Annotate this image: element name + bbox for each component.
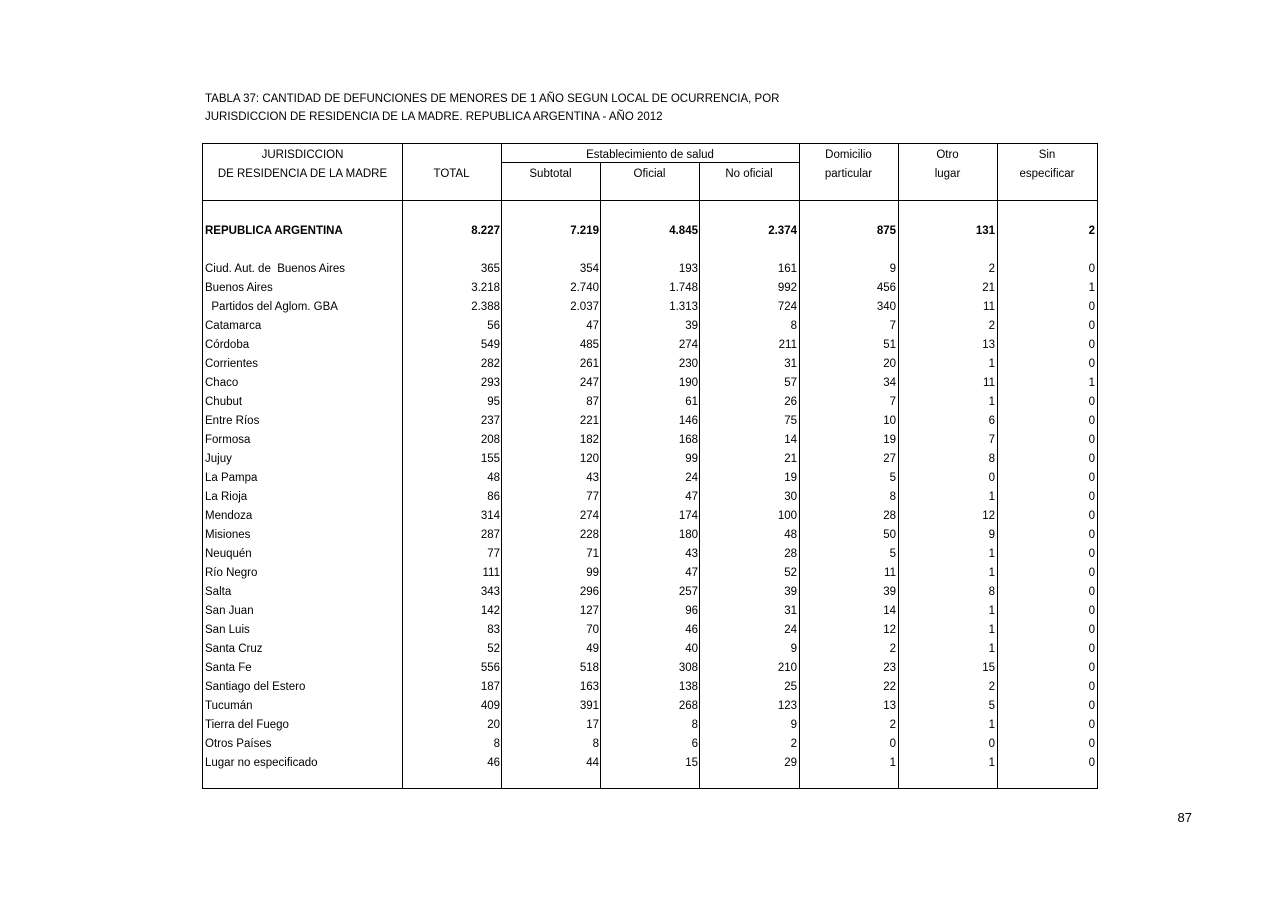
table-row-cell: 43 xyxy=(685,548,698,560)
table-row-cell: 193 xyxy=(678,263,698,275)
header-otro-1: Otro xyxy=(936,149,959,161)
table-row-cell: 7 xyxy=(889,320,896,332)
table-row-cell: 1.748 xyxy=(669,282,698,294)
table-row-cell: 39 xyxy=(685,320,698,332)
table-row-cell: 180 xyxy=(678,529,698,541)
table-row-cell: 0 xyxy=(1088,548,1095,560)
table-row-label: Santa Cruz xyxy=(205,643,263,655)
table-row-cell: 8 xyxy=(889,491,896,503)
total-row-cell: 4.845 xyxy=(669,225,698,237)
header-otro-2: lugar xyxy=(934,168,961,180)
table-row-cell: 0 xyxy=(1088,662,1095,674)
table-row-cell: 21 xyxy=(784,453,797,465)
table-row-cell: 8 xyxy=(691,719,698,731)
table-row-cell: 20 xyxy=(883,358,896,370)
table-row-cell: 168 xyxy=(678,434,698,446)
total-row-cell: 131 xyxy=(975,225,995,237)
table-row-cell: 142 xyxy=(480,605,500,617)
table-row-label: Jujuy xyxy=(205,453,232,465)
table-row-cell: 50 xyxy=(883,529,896,541)
table-row-cell: 0 xyxy=(988,472,995,484)
table-title xyxy=(205,90,779,126)
table-row-cell: 34 xyxy=(883,377,896,389)
table-row-cell: 174 xyxy=(678,510,698,522)
table-row-cell: 15 xyxy=(982,662,995,674)
table-row-cell: 237 xyxy=(480,415,500,427)
table-row-cell: 314 xyxy=(480,510,500,522)
table-row-cell: 1 xyxy=(1088,282,1095,294)
header-jurisdiccion-1: JURISDICCION xyxy=(261,149,344,161)
table-row-cell: 22 xyxy=(883,681,896,693)
table-row-label: Tucumán xyxy=(205,700,253,712)
table-row-cell: 1 xyxy=(988,567,995,579)
table-row-cell: 1 xyxy=(988,643,995,655)
table-row-cell: 2 xyxy=(988,320,995,332)
table-row-cell: 0 xyxy=(1088,586,1095,598)
table-row-cell: 0 xyxy=(1088,339,1095,351)
table-row-label: Neuquén xyxy=(205,548,252,560)
table-row-cell: 127 xyxy=(579,605,599,617)
table-row-cell: 190 xyxy=(678,377,698,389)
table-row-cell: 211 xyxy=(778,339,797,351)
table-row-cell: 9 xyxy=(790,643,797,655)
table-row-cell: 8 xyxy=(790,320,797,332)
table-row-label: Chaco xyxy=(205,377,239,389)
table-row-label: Corrientes xyxy=(205,358,259,370)
table-row-cell: 20 xyxy=(487,719,500,731)
table-row-cell: 724 xyxy=(777,301,797,313)
table-row-label: San Luis xyxy=(205,624,250,636)
table-row-cell: 0 xyxy=(1088,396,1095,408)
table-row-cell: 257 xyxy=(678,586,698,598)
table-row-cell: 46 xyxy=(487,757,500,769)
total-row-cell: 2.374 xyxy=(768,225,797,237)
header-jurisdiccion-2: DE RESIDENCIA DE LA MADRE xyxy=(217,168,388,180)
table-row-cell: 47 xyxy=(586,320,599,332)
table-row-cell: 12 xyxy=(982,510,995,522)
table-row-cell: 19 xyxy=(784,472,797,484)
table-row-cell: 340 xyxy=(876,301,896,313)
table-row-cell: 2 xyxy=(790,738,797,750)
table-row-cell: 120 xyxy=(579,453,599,465)
table-row-cell: 8 xyxy=(493,738,500,750)
table-row-label: Santiago del Estero xyxy=(205,681,306,693)
table-row-cell: 43 xyxy=(586,472,599,484)
table-row-cell: 21 xyxy=(982,282,995,294)
table-row-cell: 13 xyxy=(982,339,995,351)
table-row-cell: 7 xyxy=(889,396,896,408)
table-row-cell: 0 xyxy=(889,738,896,750)
table-row-cell: 163 xyxy=(579,681,599,693)
table-row-label: San Juan xyxy=(205,605,254,617)
table-row-cell: 0 xyxy=(1088,567,1095,579)
table-row-cell: 228 xyxy=(579,529,599,541)
table-row-cell: 0 xyxy=(1088,700,1095,712)
table-row-cell: 19 xyxy=(883,434,896,446)
table-row-cell: 47 xyxy=(685,567,698,579)
header-subtotal: Subtotal xyxy=(529,168,572,180)
total-row-label: REPUBLICA ARGENTINA xyxy=(205,225,343,237)
table-row-cell: 31 xyxy=(784,358,797,370)
table-row-cell: 2.740 xyxy=(570,282,599,294)
table-row-label: Córdoba xyxy=(205,339,250,351)
table-row-cell: 182 xyxy=(579,434,599,446)
table-row-cell: 0 xyxy=(1088,529,1095,541)
table-row-cell: 14 xyxy=(784,434,797,446)
table-row-cell: 11 xyxy=(983,377,995,389)
table-row-cell: 8 xyxy=(592,738,599,750)
table-row-cell: 409 xyxy=(480,700,500,712)
table-row-cell: 77 xyxy=(487,548,500,560)
table-row-cell: 99 xyxy=(586,567,599,579)
table-row-cell: 61 xyxy=(685,396,698,408)
table-row-cell: 992 xyxy=(777,282,797,294)
table-row-cell: 28 xyxy=(784,548,797,560)
table-row-cell: 47 xyxy=(685,491,698,503)
table-row-cell: 48 xyxy=(487,472,500,484)
table-row-cell: 99 xyxy=(685,453,698,465)
table-row-cell: 549 xyxy=(480,339,500,351)
table-row-cell: 17 xyxy=(586,719,599,731)
table-row-label: Misiones xyxy=(205,529,251,541)
table-row-cell: 0 xyxy=(1088,301,1095,313)
header-sin-2: especificar xyxy=(1019,168,1075,180)
table-row-label: La Pampa xyxy=(205,472,258,484)
table-row-cell: 287 xyxy=(480,529,500,541)
header-sin-1: Sin xyxy=(1038,149,1056,161)
table-row-cell: 1.313 xyxy=(669,301,698,313)
table-row-cell: 210 xyxy=(777,662,797,674)
table-row-cell: 15 xyxy=(685,757,698,769)
table-row-cell: 5 xyxy=(889,548,896,560)
table-row-cell: 96 xyxy=(685,605,698,617)
table-row-cell: 2 xyxy=(988,681,995,693)
table-row-cell: 28 xyxy=(883,510,896,522)
table-row-cell: 27 xyxy=(883,453,896,465)
table-row-cell: 123 xyxy=(777,700,797,712)
table-row-cell: 46 xyxy=(685,624,698,636)
table-row-cell: 111 xyxy=(482,567,500,579)
table-row-cell: 0 xyxy=(1088,320,1095,332)
table-row-cell: 1 xyxy=(988,358,995,370)
table-row-cell: 87 xyxy=(586,396,599,408)
table-row-cell: 0 xyxy=(1088,681,1095,693)
table-row-cell: 1 xyxy=(988,491,995,503)
header-bottom-divider xyxy=(203,200,1097,201)
table-row-cell: 86 xyxy=(487,491,500,503)
table-row-cell: 0 xyxy=(1088,605,1095,617)
table-row-cell: 52 xyxy=(487,643,500,655)
data-table xyxy=(202,143,1098,789)
table-row-cell: 40 xyxy=(685,643,698,655)
table-row-cell: 268 xyxy=(678,700,698,712)
table-row-cell: 57 xyxy=(784,377,797,389)
table-row-cell: 0 xyxy=(1088,263,1095,275)
total-row-cell: 8.227 xyxy=(471,225,500,237)
table-row-cell: 274 xyxy=(678,339,698,351)
table-row-label: Catamarca xyxy=(205,320,262,332)
table-row-cell: 208 xyxy=(480,434,500,446)
table-row-cell: 31 xyxy=(784,605,797,617)
header-domicilio-1: Domicilio xyxy=(825,149,872,161)
table-row-cell: 29 xyxy=(784,757,797,769)
table-row-cell: 10 xyxy=(883,415,896,427)
table-row-cell: 0 xyxy=(1088,510,1095,522)
table-row-label: Otros Países xyxy=(205,738,272,750)
table-row-cell: 24 xyxy=(784,624,797,636)
table-row-cell: 1 xyxy=(988,605,995,617)
table-row-cell: 518 xyxy=(579,662,599,674)
table-row-cell: 282 xyxy=(480,358,500,370)
table-row-cell: 6 xyxy=(691,738,698,750)
table-row-cell: 0 xyxy=(1088,415,1095,427)
table-row-cell: 1 xyxy=(988,624,995,636)
table-row-cell: 0 xyxy=(988,738,995,750)
table-row-cell: 24 xyxy=(685,472,698,484)
table-row-cell: 9 xyxy=(790,719,797,731)
table-row-label: La Rioja xyxy=(205,491,248,503)
table-row-cell: 1 xyxy=(988,548,995,560)
table-row-cell: 0 xyxy=(1088,643,1095,655)
total-row-cell: 2 xyxy=(1088,225,1095,237)
table-row-cell: 5 xyxy=(889,472,896,484)
table-row-cell: 0 xyxy=(1088,757,1095,769)
table-row-cell: 261 xyxy=(579,358,599,370)
table-row-cell: 13 xyxy=(883,700,896,712)
table-row-cell: 77 xyxy=(586,491,599,503)
table-row-cell: 0 xyxy=(1088,738,1095,750)
table-row-label: Partidos del Aglom. GBA xyxy=(205,301,338,313)
table-row-cell: 1 xyxy=(889,757,896,769)
table-row-cell: 49 xyxy=(586,643,599,655)
table-row-cell: 11 xyxy=(983,301,995,313)
table-row-cell: 138 xyxy=(678,681,698,693)
table-row-cell: 100 xyxy=(777,510,797,522)
table-row-cell: 0 xyxy=(1088,624,1095,636)
table-row-cell: 0 xyxy=(1088,719,1095,731)
table-row-cell: 8 xyxy=(988,453,995,465)
table-row-cell: 95 xyxy=(487,396,500,408)
table-row-cell: 343 xyxy=(480,586,500,598)
table-row-cell: 39 xyxy=(883,586,896,598)
table-row-cell: 0 xyxy=(1088,491,1095,503)
table-row-cell: 0 xyxy=(1088,472,1095,484)
table-row-cell: 146 xyxy=(678,415,698,427)
table-row-cell: 2 xyxy=(988,263,995,275)
table-row-cell: 11 xyxy=(884,567,896,579)
table-row-cell: 30 xyxy=(784,491,797,503)
table-row-cell: 391 xyxy=(579,700,599,712)
table-row-cell: 365 xyxy=(480,263,500,275)
table-row-cell: 308 xyxy=(678,662,698,674)
table-row-cell: 274 xyxy=(579,510,599,522)
table-row-cell: 2 xyxy=(889,643,896,655)
header-oficial: Oficial xyxy=(633,168,666,180)
table-row-cell: 9 xyxy=(889,263,896,275)
table-row-cell: 556 xyxy=(480,662,500,674)
table-row-cell: 456 xyxy=(876,282,896,294)
table-row-cell: 23 xyxy=(883,662,896,674)
table-row-cell: 56 xyxy=(487,320,500,332)
total-row-cell: 7.219 xyxy=(570,225,599,237)
table-row-label: Santa Fe xyxy=(205,662,252,674)
table-row-label: Entre Ríos xyxy=(205,415,260,427)
title-line-2: JURISDICCION DE RESIDENCIA DE LA MADRE. REPUBLICA ARGENTINA - AÑO 2012 xyxy=(205,111,663,123)
table-row-label: Buenos Aires xyxy=(205,282,273,294)
table-row-cell: 247 xyxy=(579,377,599,389)
table-row-cell: 1 xyxy=(1088,377,1095,389)
table-row-cell: 8 xyxy=(988,586,995,598)
table-row-cell: 485 xyxy=(579,339,599,351)
table-row-cell: 3.218 xyxy=(471,282,500,294)
header-establecimiento: Establecimiento de salud xyxy=(586,149,714,161)
subheader-divider xyxy=(501,162,799,163)
table-row-label: Mendoza xyxy=(205,510,253,522)
table-row-label: Formosa xyxy=(205,434,251,446)
table-row-cell: 5 xyxy=(988,700,995,712)
table-row-cell: 52 xyxy=(784,567,797,579)
table-row-cell: 2.037 xyxy=(570,301,599,313)
table-row-label: Río Negro xyxy=(205,567,258,579)
table-row-cell: 51 xyxy=(883,339,896,351)
table-row-cell: 71 xyxy=(586,548,599,560)
table-row-cell: 83 xyxy=(487,624,500,636)
table-row-cell: 1 xyxy=(988,396,995,408)
table-row-cell: 48 xyxy=(784,529,797,541)
table-row-cell: 296 xyxy=(579,586,599,598)
header-domicilio-2: particular xyxy=(824,168,873,180)
table-row-label: Tierra del Fuego xyxy=(205,719,289,731)
header-no-oficial: No oficial xyxy=(725,168,773,180)
table-row-cell: 0 xyxy=(1088,358,1095,370)
table-row-cell: 14 xyxy=(883,605,896,617)
table-row-cell: 25 xyxy=(784,681,797,693)
table-row-cell: 39 xyxy=(784,586,797,598)
table-row-label: Chubut xyxy=(205,396,243,408)
table-row-cell: 161 xyxy=(777,263,797,275)
table-row-cell: 7 xyxy=(988,434,995,446)
table-row-cell: 2.388 xyxy=(471,301,500,313)
table-row-cell: 6 xyxy=(988,415,995,427)
table-row-cell: 1 xyxy=(988,757,995,769)
total-row-cell: 875 xyxy=(876,225,896,237)
table-row-cell: 1 xyxy=(988,719,995,731)
table-row-cell: 230 xyxy=(678,358,698,370)
table-row-cell: 2 xyxy=(889,719,896,731)
table-row-label: Lugar no especificado xyxy=(205,757,318,769)
table-row-cell: 293 xyxy=(480,377,500,389)
table-row-cell: 70 xyxy=(586,624,599,636)
table-row-cell: 44 xyxy=(586,757,599,769)
table-row-cell: 354 xyxy=(579,263,599,275)
title-line-1: TABLA 37: CANTIDAD DE DEFUNCIONES DE MENORES DE 1 AÑO SEGUN LOCAL DE OCURRENCIA, POR xyxy=(205,93,780,105)
table-row-cell: 0 xyxy=(1088,434,1095,446)
table-row-cell: 0 xyxy=(1088,453,1095,465)
header-total: TOTAL xyxy=(433,168,470,180)
table-row-cell: 75 xyxy=(784,415,797,427)
table-row-label: Salta xyxy=(205,586,232,598)
table-row-cell: 221 xyxy=(579,415,599,427)
table-row-cell: 9 xyxy=(988,529,995,541)
table-row-cell: 155 xyxy=(480,453,500,465)
table-row-cell: 187 xyxy=(480,681,500,693)
table-row-label: Ciud. Aut. de Buenos Aires xyxy=(205,263,346,275)
table-row-cell: 12 xyxy=(883,624,896,636)
table-row-cell: 26 xyxy=(784,396,797,408)
page-number: 87 xyxy=(1177,810,1192,825)
